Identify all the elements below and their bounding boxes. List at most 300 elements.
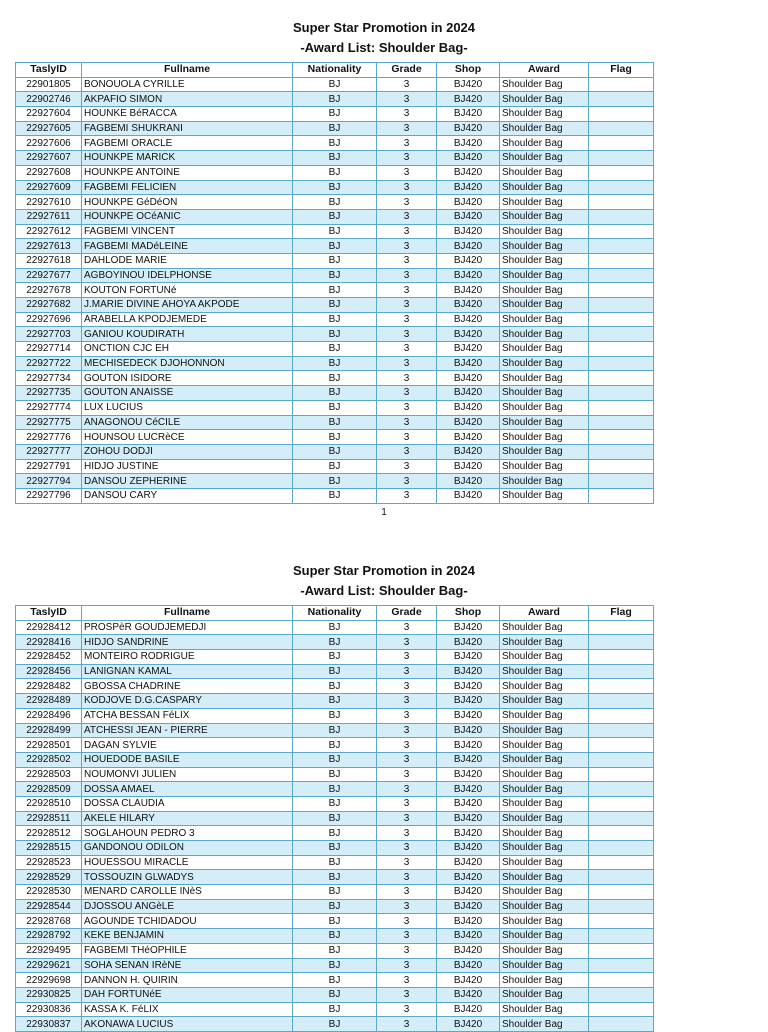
cell-nationality: BJ [293, 841, 377, 856]
cell-taslyid: 22927791 [16, 459, 82, 474]
cell-grade: 3 [377, 811, 437, 826]
cell-fullname: FAGBEMI ORACLE [82, 136, 293, 151]
cell-shop: BJ420 [437, 386, 500, 401]
cell-nationality: BJ [293, 929, 377, 944]
table-row [16, 180, 654, 195]
cell-shop: BJ420 [437, 312, 500, 327]
cell-fullname: TOSSOUZIN GLWADYS [82, 870, 293, 885]
cell-award: Shoulder Bag [500, 664, 589, 679]
cell-award: Shoulder Bag [500, 371, 589, 386]
cell-grade: 3 [377, 239, 437, 254]
cell-flag [589, 723, 654, 738]
cell-nationality: BJ [293, 312, 377, 327]
cell-flag [589, 400, 654, 415]
cell-taslyid: 22928496 [16, 708, 82, 723]
table-row [16, 958, 654, 973]
cell-award: Shoulder Bag [500, 811, 589, 826]
cell-award: Shoulder Bag [500, 474, 589, 489]
cell-fullname: HIDJO SANDRINE [82, 635, 293, 650]
cell-fullname: FAGBEMI SHUKRANI [82, 121, 293, 136]
cell-taslyid: 22901805 [16, 77, 82, 92]
cell-award: Shoulder Bag [500, 253, 589, 268]
cell-fullname: ATCHESSI JEAN - PIERRE [82, 723, 293, 738]
cell-taslyid: 22927613 [16, 239, 82, 254]
cell-grade: 3 [377, 782, 437, 797]
award-table [15, 62, 654, 504]
table-row [16, 841, 654, 856]
cell-flag [589, 268, 654, 283]
cell-taslyid: 22928502 [16, 752, 82, 767]
cell-nationality: BJ [293, 635, 377, 650]
cell-shop: BJ420 [437, 136, 500, 151]
cell-award: Shoulder Bag [500, 239, 589, 254]
cell-taslyid: 22928544 [16, 899, 82, 914]
cell-flag [589, 694, 654, 709]
cell-nationality: BJ [293, 752, 377, 767]
cell-award: Shoulder Bag [500, 987, 589, 1002]
cell-grade: 3 [377, 136, 437, 151]
cell-shop: BJ420 [437, 444, 500, 459]
cell-award: Shoulder Bag [500, 77, 589, 92]
cell-nationality: BJ [293, 899, 377, 914]
cell-shop: BJ420 [437, 327, 500, 342]
cell-nationality: BJ [293, 107, 377, 122]
cell-award: Shoulder Bag [500, 342, 589, 357]
cell-flag [589, 327, 654, 342]
cell-nationality: BJ [293, 239, 377, 254]
table-row [16, 723, 654, 738]
cell-flag [589, 239, 654, 254]
cell-shop: BJ420 [437, 723, 500, 738]
cell-flag [589, 136, 654, 151]
cell-taslyid: 22927703 [16, 327, 82, 342]
table-row [16, 77, 654, 92]
cell-fullname: DAGAN SYLVIE [82, 738, 293, 753]
cell-award: Shoulder Bag [500, 415, 589, 430]
cell-fullname: PROSPèR GOUDJEMEDJI [82, 620, 293, 635]
cell-flag [589, 664, 654, 679]
cell-award: Shoulder Bag [500, 958, 589, 973]
cell-nationality: BJ [293, 92, 377, 107]
cell-nationality: BJ [293, 430, 377, 445]
cell-award: Shoulder Bag [500, 738, 589, 753]
cell-flag [589, 107, 654, 122]
cell-award: Shoulder Bag [500, 151, 589, 166]
cell-shop: BJ420 [437, 899, 500, 914]
cell-fullname: HOUNKPE GéDéON [82, 195, 293, 210]
cell-grade: 3 [377, 459, 437, 474]
cell-fullname: DAHLODE MARIE [82, 253, 293, 268]
cell-fullname: GOUTON ISIDORE [82, 371, 293, 386]
cell-fullname: GBOSSA CHADRINE [82, 679, 293, 694]
cell-nationality: BJ [293, 77, 377, 92]
cell-flag [589, 782, 654, 797]
cell-nationality: BJ [293, 914, 377, 929]
cell-nationality: BJ [293, 767, 377, 782]
cell-award: Shoulder Bag [500, 224, 589, 239]
cell-grade: 3 [377, 224, 437, 239]
cell-taslyid: 22928501 [16, 738, 82, 753]
cell-flag [589, 253, 654, 268]
cell-fullname: SOHA SENAN IRèNE [82, 958, 293, 973]
cell-grade: 3 [377, 415, 437, 430]
cell-award: Shoulder Bag [500, 312, 589, 327]
cell-taslyid: 22927604 [16, 107, 82, 122]
cell-flag [589, 987, 654, 1002]
cell-award: Shoulder Bag [500, 694, 589, 709]
cell-fullname: HOUNKE BéRACCA [82, 107, 293, 122]
cell-taslyid: 22928482 [16, 679, 82, 694]
table-row [16, 400, 654, 415]
cell-shop: BJ420 [437, 180, 500, 195]
cell-taslyid: 22928523 [16, 855, 82, 870]
cell-fullname: AKONAWA LUCIUS [82, 1017, 293, 1032]
cell-award: Shoulder Bag [500, 180, 589, 195]
page-title: Super Star Promotion in 2024 [292, 20, 476, 35]
cell-award: Shoulder Bag [500, 209, 589, 224]
cell-nationality: BJ [293, 723, 377, 738]
cell-grade: 3 [377, 914, 437, 929]
cell-flag [589, 855, 654, 870]
table-row [16, 973, 654, 988]
cell-flag [589, 224, 654, 239]
cell-shop: BJ420 [437, 415, 500, 430]
cell-grade: 3 [377, 1017, 437, 1032]
cell-flag [589, 298, 654, 313]
cell-taslyid: 22927608 [16, 165, 82, 180]
table-row [16, 253, 654, 268]
column-header-grade: Grade [377, 606, 437, 621]
cell-fullname: HIDJO JUSTINE [82, 459, 293, 474]
table-row [16, 444, 654, 459]
cell-grade: 3 [377, 694, 437, 709]
cell-taslyid: 22928499 [16, 723, 82, 738]
cell-taslyid: 22928792 [16, 929, 82, 944]
cell-grade: 3 [377, 209, 437, 224]
cell-fullname: DANSOU ZEPHERINE [82, 474, 293, 489]
cell-grade: 3 [377, 723, 437, 738]
cell-award: Shoulder Bag [500, 914, 589, 929]
table-row [16, 899, 654, 914]
cell-flag [589, 738, 654, 753]
cell-flag [589, 929, 654, 944]
cell-shop: BJ420 [437, 885, 500, 900]
cell-award: Shoulder Bag [500, 679, 589, 694]
table-row [16, 943, 654, 958]
cell-award: Shoulder Bag [500, 298, 589, 313]
cell-fullname: MONTEIRO RODRIGUE [82, 650, 293, 665]
cell-taslyid: 22927606 [16, 136, 82, 151]
cell-taslyid: 22930837 [16, 1017, 82, 1032]
cell-fullname: FAGBEMI MADéLEINE [82, 239, 293, 254]
cell-fullname: GANDONOU ODILON [82, 841, 293, 856]
cell-fullname: FAGBEMI FELICIEN [82, 180, 293, 195]
cell-grade: 3 [377, 929, 437, 944]
table-row [16, 855, 654, 870]
cell-nationality: BJ [293, 987, 377, 1002]
table-row [16, 694, 654, 709]
cell-shop: BJ420 [437, 650, 500, 665]
cell-shop: BJ420 [437, 767, 500, 782]
cell-taslyid: 22927734 [16, 371, 82, 386]
cell-shop: BJ420 [437, 400, 500, 415]
cell-nationality: BJ [293, 136, 377, 151]
cell-taslyid: 22927796 [16, 488, 82, 503]
cell-fullname: AGOUNDE TCHIDADOU [82, 914, 293, 929]
cell-fullname: HOUNKPE OCéANIC [82, 209, 293, 224]
cell-taslyid: 22928503 [16, 767, 82, 782]
column-header-award: Award [500, 63, 589, 78]
cell-shop: BJ420 [437, 474, 500, 489]
cell-taslyid: 22927774 [16, 400, 82, 415]
cell-award: Shoulder Bag [500, 870, 589, 885]
cell-nationality: BJ [293, 195, 377, 210]
cell-fullname: DANSOU CARY [82, 488, 293, 503]
cell-taslyid: 22927777 [16, 444, 82, 459]
column-header-nationality: Nationality [293, 606, 377, 621]
table-row [16, 885, 654, 900]
page-title: Super Star Promotion in 2024 [292, 563, 476, 578]
cell-nationality: BJ [293, 488, 377, 503]
cell-shop: BJ420 [437, 459, 500, 474]
page-2 [0, 561, 768, 1030]
cell-flag [589, 1002, 654, 1017]
cell-shop: BJ420 [437, 356, 500, 371]
cell-award: Shoulder Bag [500, 386, 589, 401]
cell-award: Shoulder Bag [500, 841, 589, 856]
cell-flag [589, 973, 654, 988]
table-row [16, 1002, 654, 1017]
table-row [16, 459, 654, 474]
cell-taslyid: 22927696 [16, 312, 82, 327]
cell-shop: BJ420 [437, 371, 500, 386]
table-body [16, 77, 654, 503]
cell-shop: BJ420 [437, 664, 500, 679]
table-row [16, 209, 654, 224]
cell-taslyid: 22928529 [16, 870, 82, 885]
cell-taslyid: 22927607 [16, 151, 82, 166]
cell-grade: 3 [377, 107, 437, 122]
cell-shop: BJ420 [437, 943, 500, 958]
cell-shop: BJ420 [437, 121, 500, 136]
cell-nationality: BJ [293, 356, 377, 371]
cell-award: Shoulder Bag [500, 400, 589, 415]
cell-taslyid: 22927775 [16, 415, 82, 430]
cell-flag [589, 841, 654, 856]
cell-shop: BJ420 [437, 929, 500, 944]
cell-grade: 3 [377, 283, 437, 298]
cell-shop: BJ420 [437, 635, 500, 650]
cell-flag [589, 77, 654, 92]
cell-award: Shoulder Bag [500, 327, 589, 342]
column-header-flag: Flag [589, 63, 654, 78]
cell-fullname: HOUESSOU MIRACLE [82, 855, 293, 870]
cell-flag [589, 958, 654, 973]
cell-shop: BJ420 [437, 811, 500, 826]
cell-nationality: BJ [293, 826, 377, 841]
cell-nationality: BJ [293, 811, 377, 826]
cell-flag [589, 430, 654, 445]
cell-fullname: J.MARIE DIVINE AHOYA AKPODE [82, 298, 293, 313]
cell-nationality: BJ [293, 738, 377, 753]
cell-award: Shoulder Bag [500, 796, 589, 811]
cell-flag [589, 752, 654, 767]
cell-grade: 3 [377, 474, 437, 489]
cell-nationality: BJ [293, 209, 377, 224]
column-header-fullname: Fullname [82, 63, 293, 78]
cell-grade: 3 [377, 151, 437, 166]
cell-flag [589, 474, 654, 489]
cell-flag [589, 943, 654, 958]
cell-grade: 3 [377, 679, 437, 694]
cell-flag [589, 826, 654, 841]
cell-grade: 3 [377, 855, 437, 870]
table-row [16, 165, 654, 180]
cell-shop: BJ420 [437, 694, 500, 709]
cell-grade: 3 [377, 987, 437, 1002]
cell-taslyid: 22927611 [16, 209, 82, 224]
cell-fullname: FAGBEMI THéOPHILE [82, 943, 293, 958]
cell-fullname: ATCHA BESSAN FéLIX [82, 708, 293, 723]
table-row [16, 107, 654, 122]
cell-award: Shoulder Bag [500, 620, 589, 635]
table-row [16, 312, 654, 327]
cell-taslyid: 22928511 [16, 811, 82, 826]
cell-grade: 3 [377, 180, 437, 195]
cell-fullname: BONOUOLA CYRILLE [82, 77, 293, 92]
cell-nationality: BJ [293, 224, 377, 239]
cell-taslyid: 22927722 [16, 356, 82, 371]
cell-grade: 3 [377, 327, 437, 342]
cell-grade: 3 [377, 752, 437, 767]
cell-flag [589, 386, 654, 401]
cell-flag [589, 885, 654, 900]
table-row [16, 268, 654, 283]
cell-flag [589, 312, 654, 327]
cell-flag [589, 635, 654, 650]
table-row [16, 929, 654, 944]
cell-grade: 3 [377, 371, 437, 386]
cell-grade: 3 [377, 899, 437, 914]
column-header-taslyid: TaslyID [16, 63, 82, 78]
table-row [16, 679, 654, 694]
cell-nationality: BJ [293, 650, 377, 665]
cell-shop: BJ420 [437, 92, 500, 107]
cell-shop: BJ420 [437, 855, 500, 870]
cell-award: Shoulder Bag [500, 268, 589, 283]
cell-grade: 3 [377, 767, 437, 782]
cell-nationality: BJ [293, 782, 377, 797]
cell-award: Shoulder Bag [500, 973, 589, 988]
cell-taslyid: 22927678 [16, 283, 82, 298]
column-header-nationality: Nationality [293, 63, 377, 78]
cell-flag [589, 767, 654, 782]
cell-award: Shoulder Bag [500, 752, 589, 767]
table-row [16, 914, 654, 929]
column-header-fullname: Fullname [82, 606, 293, 621]
cell-grade: 3 [377, 738, 437, 753]
cell-award: Shoulder Bag [500, 92, 589, 107]
cell-taslyid: 22929495 [16, 943, 82, 958]
column-header-shop: Shop [437, 63, 500, 78]
cell-grade: 3 [377, 488, 437, 503]
cell-taslyid: 22927735 [16, 386, 82, 401]
cell-nationality: BJ [293, 855, 377, 870]
cell-award: Shoulder Bag [500, 855, 589, 870]
cell-grade: 3 [377, 253, 437, 268]
table-row [16, 136, 654, 151]
cell-award: Shoulder Bag [500, 885, 589, 900]
cell-flag [589, 371, 654, 386]
table-row [16, 327, 654, 342]
cell-taslyid: 22927677 [16, 268, 82, 283]
cell-flag [589, 708, 654, 723]
cell-award: Shoulder Bag [500, 1002, 589, 1017]
cell-shop: BJ420 [437, 151, 500, 166]
cell-fullname: LUX LUCIUS [82, 400, 293, 415]
cell-shop: BJ420 [437, 253, 500, 268]
cell-fullname: AGBOYINOU IDELPHONSE [82, 268, 293, 283]
table-row [16, 121, 654, 136]
cell-fullname: KEKE BENJAMIN [82, 929, 293, 944]
cell-grade: 3 [377, 708, 437, 723]
cell-award: Shoulder Bag [500, 488, 589, 503]
table-row [16, 1017, 654, 1032]
cell-award: Shoulder Bag [500, 782, 589, 797]
cell-shop: BJ420 [437, 1017, 500, 1032]
cell-grade: 3 [377, 312, 437, 327]
cell-nationality: BJ [293, 121, 377, 136]
cell-flag [589, 342, 654, 357]
cell-taslyid: 22928456 [16, 664, 82, 679]
cell-fullname: ONCTION CJC EH [82, 342, 293, 357]
table-row [16, 620, 654, 635]
table-row [16, 239, 654, 254]
cell-flag [589, 356, 654, 371]
table-row [16, 752, 654, 767]
cell-shop: BJ420 [437, 752, 500, 767]
cell-flag [589, 165, 654, 180]
cell-nationality: BJ [293, 298, 377, 313]
cell-taslyid: 22927612 [16, 224, 82, 239]
cell-fullname: DOSSA CLAUDIA [82, 796, 293, 811]
cell-fullname: HOUNSOU LUCRèCE [82, 430, 293, 445]
cell-taslyid: 22927609 [16, 180, 82, 195]
table-row [16, 870, 654, 885]
cell-taslyid: 22930836 [16, 1002, 82, 1017]
cell-nationality: BJ [293, 679, 377, 694]
cell-shop: BJ420 [437, 239, 500, 254]
page-1 [0, 18, 768, 518]
cell-nationality: BJ [293, 796, 377, 811]
cell-fullname: SOGLAHOUN PEDRO 3 [82, 826, 293, 841]
cell-fullname: ANAGONOU CéCILE [82, 415, 293, 430]
cell-flag [589, 283, 654, 298]
cell-taslyid: 22928512 [16, 826, 82, 841]
cell-fullname: DJOSSOU ANGèLE [82, 899, 293, 914]
cell-nationality: BJ [293, 371, 377, 386]
table-row [16, 386, 654, 401]
cell-flag [589, 180, 654, 195]
cell-taslyid: 22928452 [16, 650, 82, 665]
cell-fullname: HOUNKPE ANTOINE [82, 165, 293, 180]
cell-shop: BJ420 [437, 488, 500, 503]
cell-nationality: BJ [293, 1017, 377, 1032]
cell-nationality: BJ [293, 973, 377, 988]
cell-award: Shoulder Bag [500, 767, 589, 782]
cell-grade: 3 [377, 430, 437, 445]
cell-taslyid: 22928530 [16, 885, 82, 900]
